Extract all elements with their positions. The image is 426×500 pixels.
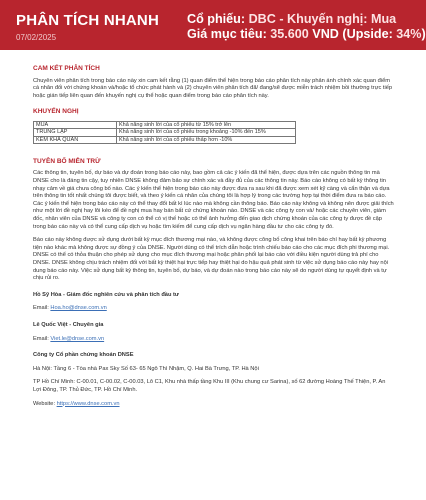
rating-key: MUA xyxy=(34,121,117,128)
report-date: 07/02/2025 xyxy=(16,33,57,42)
email-label: Email: xyxy=(33,305,51,312)
rating-desc: Khả năng sinh lời của cổ phiếu thấp hơn -10% xyxy=(117,136,296,143)
upside-value: 34% xyxy=(396,27,422,41)
target-label: Giá mục tiêu: xyxy=(187,27,271,41)
stock-recommendation: DBC - Khuyến nghị: Mua xyxy=(248,12,397,26)
stock-label: Cổ phiếu: xyxy=(187,12,249,26)
website-line xyxy=(33,401,394,409)
contact-2-email-line xyxy=(33,336,394,344)
contact-1-email-link[interactable]: Hoa.ho@dnse.com.vn xyxy=(50,305,107,312)
recommendation-heading: KHUYẾN NGHỊ xyxy=(33,108,79,116)
disclaimer-paragraph-1: Các thông tin, tuyên bố, dự báo và dự đoán trong báo cáo này, bao gồm cả các ý kiến đã thể hiện, được dựa trên các nguồn thông tin mà DNSE cho là đáng tin cậy, tuy nhiên DNSE không đảm bảo sự chính xác và đầy đủ của các thông tin này. Báo cáo không có bất kỳ thông tin nhạy cảm về giá chưa công bố nào. Các ý kiến thể hiện trong báo cáo này được đưa ra sau khi đã được xem xét kỹ càng và cẩn thận và dựa trên thông tin tốt nhất chúng tôi được biết, và theo ý kiến cá nhân của chúng tôi là hợp lý trong các trường hợp tại thời điểm đưa ra báo cáo. Các ý kiến thể hiện trong báo cáo này có thể thay đổi bất kì lúc nào mà không cần thông báo. Báo cáo này không và không nên được giải thích như một lời đề nghị hay lôi kéo để đề nghị mua hay bán bất cứ chứng khoán nào. DNSE và các công ty con và/ hoặc các chuyên viên, giám đốc, nhân viên của DNSE và công ty con có thể có vị thế hoặc có thể ảnh hưởng đến giao dịch chứng khoán của các công ty được đề cập trong báo cáo này và có thể cung cấp dịch vụ hoặc tìm kiếm để cung cấp dịch vụ ngân hàng đầu tư cho các công ty đó. xyxy=(33,170,394,230)
disclaimer-heading: TUYÊN BỐ MIỄN TRỪ xyxy=(33,157,101,165)
table-row xyxy=(34,129,296,136)
stock-summary xyxy=(187,12,426,42)
commitment-heading: CAM KẾT PHÂN TÍCH xyxy=(33,65,100,72)
contact-2-name: Lê Quốc Việt - Chuyên gia xyxy=(33,321,104,328)
hcm-address: TP Hồ Chí Minh: C-00.01, C-00.02, C-00.03, Lô C1, Khu nhà thấp tầng Khu III (Khu chung cư Sarina), số 62 đường Hoàng Thế Thiện, P. An Lợi Đông, TP. Thủ Đức, TP. Hồ Chí Minh. xyxy=(33,379,386,393)
stock-line xyxy=(187,12,423,27)
table-row xyxy=(34,136,296,143)
report-header xyxy=(0,0,426,50)
contact-2-email-link[interactable]: Viet.le@dnse.com.vn xyxy=(50,335,105,342)
rating-key: TRUNG LẬP xyxy=(34,129,117,136)
report-body xyxy=(0,50,426,500)
contact-section xyxy=(33,292,394,408)
contact-1-email-line xyxy=(33,305,394,313)
rating-desc: Khả năng sinh lời của cổ phiếu từ 15% trở lên xyxy=(117,121,296,128)
target-unit: VND (Upside: xyxy=(308,27,397,41)
website-label: Website: xyxy=(33,400,57,407)
rating-desc: Khả năng sinh lời của cổ phiếu trong khoảng -10% đến 15% xyxy=(117,129,296,136)
company-name: Công ty Cổ phần chứng khoán DNSE xyxy=(33,352,134,359)
hanoi-address: Hà Nội: Tầng 6 - Tòa nhà Pax Sky Số 63- 65 Ngô Thì Nhậm, Q. Hai Bà Trưng, TP. Hà Nội xyxy=(33,365,259,372)
table-row xyxy=(34,121,296,128)
target-line xyxy=(187,27,426,42)
report-title: PHÂN TÍCH NHANH xyxy=(16,12,159,29)
rating-key: KÉM KHẢ QUAN xyxy=(34,136,117,143)
commitment-text: Chuyên viên phân tích trong báo cáo này xin cam kết rằng (1) quan điểm thể hiện trong báo cáo phân tích này phản ánh chính xác quan điểm cá nhân đối với chứng khoán và/hoặc tổ chức phát hành và (2) chuyên viên phân tích đã/ đang/sẽ được miễn trách nhiệm bồi thường trực tiếp hoặc gián tiếp liên quan đến khuyến nghị cụ thể hoặc quan điểm trong báo cáo phân tích này. xyxy=(33,77,393,99)
email-label: Email: xyxy=(33,335,51,342)
upside-close: ) xyxy=(421,27,426,41)
website-link[interactable]: https://www.dnse.com.vn xyxy=(56,400,120,407)
recommendation-table xyxy=(33,121,296,144)
disclaimer-paragraph-2: Báo cáo này không được sử dụng dưới bất kỳ mục đích thương mại nào, và không được công bố công khai trên báo chí hay bất kỳ phương tiện nào khác mà không được sự đồng ý của DNSE. Người dùng có thể trích dẫn hoặc trình chiếu báo cáo cho các mục đích phi thương mại. DNSE có thể có thỏa thuận cho phép sử dụng cho mục đích thương mại hoặc phân phối lại báo cáo với điều kiện người dùng trả phí cho DNSE. DNSE không chịu trách nhiệm đối với bất kỳ thiệt hại trực tiếp hay thiệt hại do hậu quả phát sinh từ việc sử dụng báo cáo này hay nội dung báo cáo này. Việc sử dụng bất kỳ thông tin, tuyên bố, dự báo, và dự đoán nào trong báo cáo này sẽ do người dùng tự quyết định và tự chịu rủi ro. xyxy=(33,237,390,282)
target-price: 35.600 xyxy=(270,27,309,41)
contact-1-name: Hồ Sỹ Hòa - Giám đốc nghiên cứu và phân tích đầu tư xyxy=(33,291,180,298)
